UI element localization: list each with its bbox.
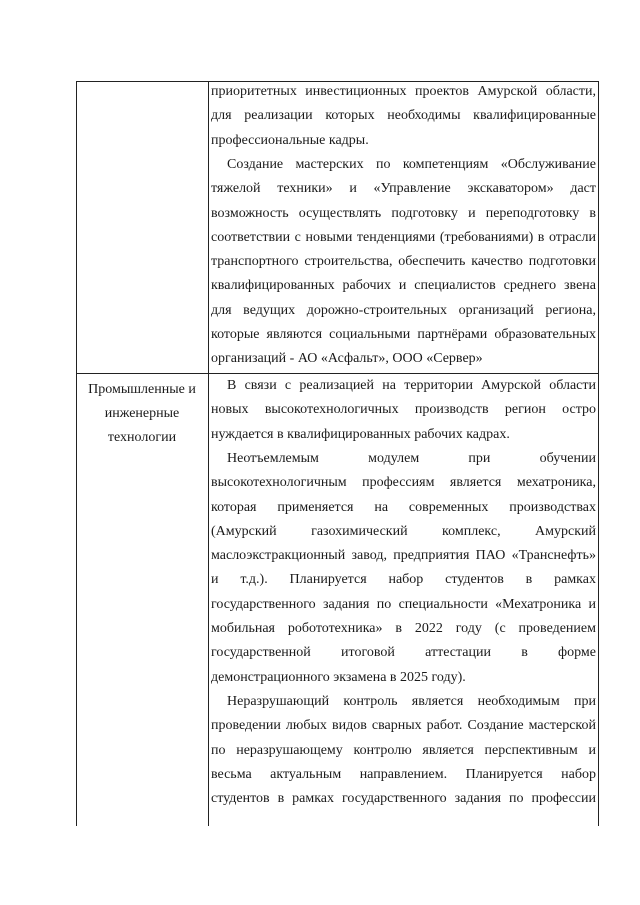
- text-line: новых высокотехнологичных производств регион остро: [211, 402, 596, 418]
- text-line: организаций - АО «Асфальт», ООО «Сервер»: [211, 351, 483, 367]
- text-line: Неразрушающий контроль является необходимым при: [227, 693, 596, 709]
- text-line: нуждается в квалифицированных рабочих кадрах.: [211, 426, 510, 442]
- row-divider: [76, 373, 599, 374]
- text-line: для ведущих дорожно-строительных организаций региона,: [211, 302, 596, 318]
- text-line: соответствии с новыми тенденциями (требованиями) в отрасли: [211, 229, 596, 245]
- text-line: студентов в рамках государственного задания по профессии: [211, 791, 596, 807]
- text-line: весьма актуальным направлением. Планируется набор: [211, 766, 596, 782]
- text-line: государственной итоговой аттестации в форме: [211, 645, 596, 661]
- text-line: которые являются социальными партнёрами образовательных: [211, 327, 596, 342]
- text-line: демонстрационного экзамена в 2025 году).: [211, 669, 466, 685]
- text-line: возможность осуществлять подготовку и переподготовку в: [211, 205, 596, 221]
- text-line: государственного задания по специальности «Мехатроника и: [211, 596, 596, 612]
- text-line: по неразрушающему контролю является перспективным и: [211, 742, 596, 758]
- section-name-line: инженерные: [104, 406, 180, 421]
- section-name-line: Промышленные и: [88, 382, 196, 397]
- text-line: квалифицированных рабочих и специалистов среднего звена: [211, 278, 596, 294]
- text-line: проведении любых видов сварных работ. Создание мастерской: [211, 718, 596, 734]
- text-line: транспортного строительства, обеспечить качество подготовки: [211, 254, 596, 270]
- text-line: мобильная робототехника» в 2022 году (с проведением: [211, 621, 596, 636]
- text-line: (Амурский газохимический комплекс, Амурский: [211, 523, 596, 539]
- text-line: которая применяется на современных производствах: [211, 499, 596, 515]
- text-line: профессиональные кадры.: [211, 132, 369, 148]
- text-line: и т.д.). Планируется набор студентов в рамках: [211, 572, 596, 588]
- text-line: В связи с реализацией на территории Амурской области: [227, 378, 596, 393]
- text-line: Неотъемлемым модулем при обучении: [227, 450, 596, 466]
- text-line: Создание мастерских по компетенциям «Обслуживание: [227, 156, 596, 172]
- section-name-cell: [80, 378, 204, 450]
- column-divider: [208, 81, 209, 826]
- text-line: приоритетных инвестиционных проектов Амурской области,: [211, 84, 596, 99]
- section-name-line: технологии: [107, 430, 177, 445]
- text-line: тяжелой техники» и «Управление экскаватором» даст: [211, 181, 596, 197]
- text-line: маслоэкстракционный завод, предприятия ПАО «Транснефть»: [211, 548, 596, 564]
- text-line: высокотехнологичным профессиям является мехатроника,: [211, 475, 596, 491]
- text-line: для реализации которых необходимы квалифицированные: [211, 108, 596, 124]
